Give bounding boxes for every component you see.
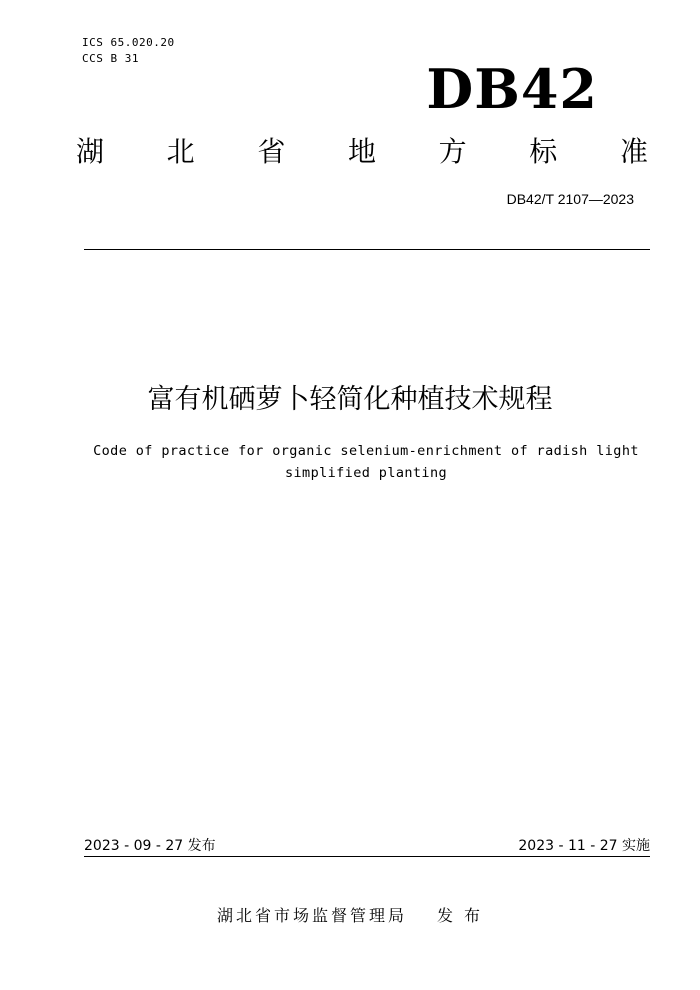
standard-type-char: 省 <box>257 135 286 168</box>
standard-type-char: 湖 <box>76 135 105 168</box>
title-english-line: simplified planting <box>284 465 448 481</box>
ics-code: ICS 65.020.20 <box>82 36 175 49</box>
standard-type-heading <box>76 134 648 170</box>
document-title-english <box>90 440 642 484</box>
standard-logo: DB42 <box>426 57 598 121</box>
issuer-name: 湖北省市场监督管理局 <box>216 906 407 925</box>
standard-number: DB42/T 2107—2023 <box>506 191 634 207</box>
standard-type-char: 准 <box>619 135 648 168</box>
footer-divider <box>84 856 650 857</box>
issue-date: 2023 - 09 - 27 发布 <box>84 838 216 854</box>
issue-word: 发 布 <box>436 906 484 925</box>
standard-type-char: 标 <box>529 135 558 168</box>
ccs-code: CCS B 31 <box>82 52 139 65</box>
header-divider <box>84 249 650 250</box>
standard-type-char: 地 <box>347 135 376 168</box>
standard-type-char: 方 <box>438 135 467 168</box>
document-title-chinese: 富有机硒萝卜轻简化种植技术规程 <box>147 384 553 415</box>
title-english-line: Code of practice for organic selenium-enrichment of radish light <box>93 443 639 459</box>
issuing-authority <box>0 903 700 926</box>
implementation-date: 2023 - 11 - 27 实施 <box>518 838 650 854</box>
standard-type-char: 北 <box>166 135 195 168</box>
